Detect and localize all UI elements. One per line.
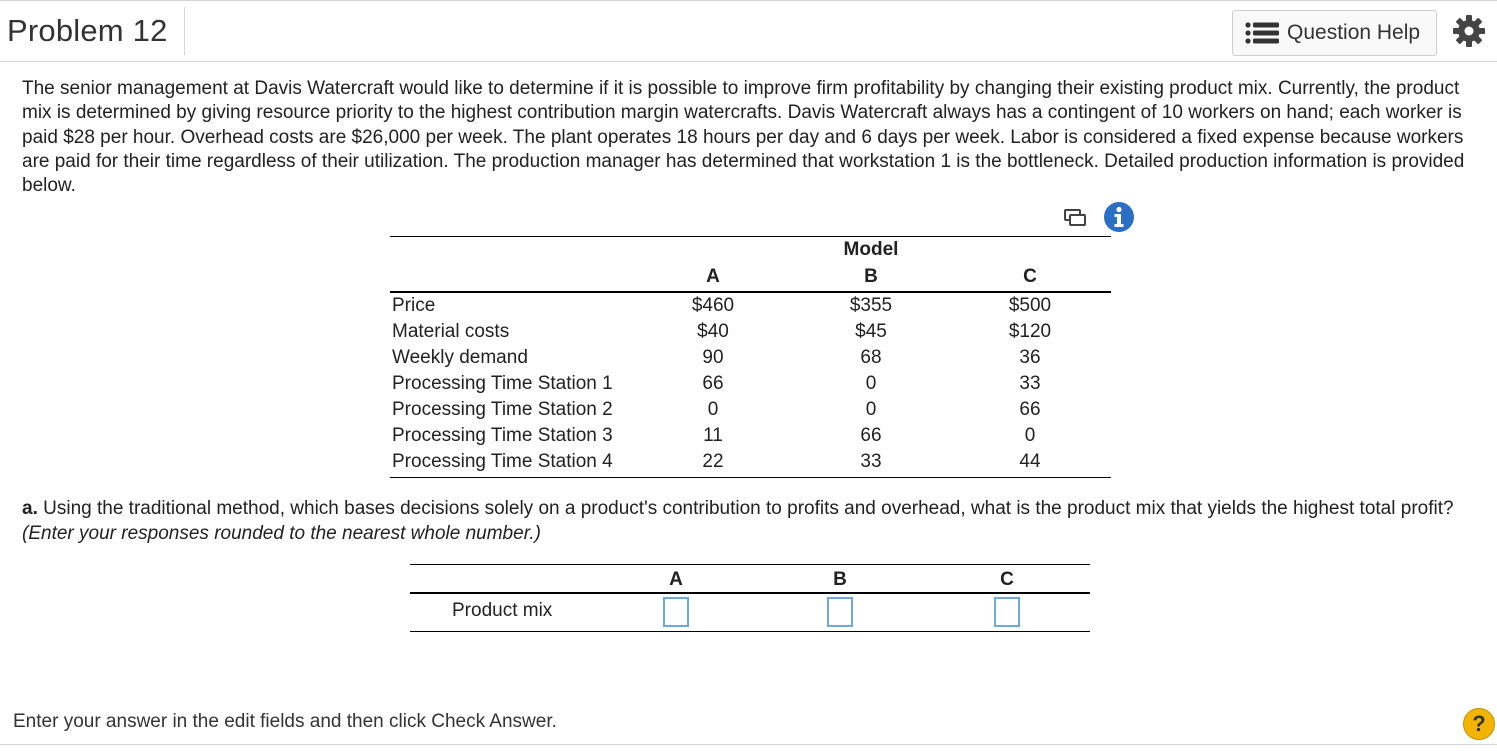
weekly-demand-b: 68 — [860, 347, 882, 368]
question-text: Using the traditional method, which bases decisions solely on a product's contribution to profits and overhead, what is the product mix that yields the highest total profit? — [37, 498, 1454, 519]
station-2-b: 0 — [865, 399, 877, 420]
answer-table-bottom-rule — [410, 631, 1090, 632]
question-hint: (Enter your responses rounded to the nearest whole number.) — [22, 522, 541, 544]
question-help-button[interactable] — [1232, 10, 1437, 56]
table-bottom-rule — [390, 477, 1111, 478]
column-header-b: B — [864, 266, 878, 287]
page-title: Problem 12 — [7, 13, 168, 48]
copy-icon[interactable] — [1063, 208, 1087, 228]
title-divider — [184, 7, 185, 55]
answer-table-header-rule — [410, 592, 1090, 594]
station-2-a: 0 — [707, 399, 719, 420]
answer-table-top-rule — [410, 564, 1090, 565]
row-label-weekly-demand: Weekly demand — [392, 347, 528, 368]
question-letter: a. — [22, 498, 38, 519]
table-header-rule — [390, 291, 1111, 293]
help-question-icon[interactable]: ? — [1463, 708, 1495, 740]
station-4-c: 44 — [1019, 451, 1041, 472]
table-tools — [1063, 201, 1143, 233]
column-header-a: A — [706, 266, 720, 287]
info-icon[interactable] — [1103, 201, 1135, 233]
price-a: $460 — [691, 295, 735, 316]
station-1-a: 66 — [702, 373, 724, 394]
row-label-station-3: Processing Time Station 3 — [392, 425, 613, 446]
table-top-rule — [390, 236, 1111, 237]
station-4-b: 33 — [860, 451, 882, 472]
footer-instructions: Enter your answer in the edit fields and then click Check Answer. — [13, 711, 557, 732]
gear-icon[interactable] — [1452, 14, 1486, 48]
material-costs-a: $40 — [697, 321, 729, 342]
material-costs-b: $45 — [855, 321, 887, 342]
footer-divider — [0, 744, 1497, 745]
answer-column-header-b: B — [833, 569, 847, 590]
row-label-price: Price — [392, 295, 436, 316]
row-label-station-1: Processing Time Station 1 — [392, 373, 613, 394]
price-b: $355 — [849, 295, 893, 316]
column-header-c: C — [1023, 266, 1037, 287]
station-2-c: 66 — [1019, 399, 1041, 420]
answer-table — [410, 564, 1090, 632]
price-c: $500 — [1008, 295, 1052, 316]
model-group-header: Model — [843, 239, 899, 260]
weekly-demand-c: 36 — [1019, 347, 1041, 368]
row-label-station-4: Processing Time Station 4 — [392, 451, 613, 472]
answer-column-header-a: A — [669, 569, 683, 590]
station-1-b: 0 — [865, 373, 877, 394]
row-label-material-costs: Material costs — [392, 321, 510, 342]
answer-column-header-c: C — [1000, 569, 1014, 590]
product-mix-c-input[interactable] — [994, 597, 1020, 627]
station-4-a: 22 — [702, 451, 724, 472]
question-help-label: Question Help — [1287, 21, 1421, 44]
station-3-b: 66 — [860, 425, 882, 446]
weekly-demand-a: 90 — [702, 347, 724, 368]
question-prompt — [22, 497, 1487, 546]
product-mix-b-input[interactable] — [827, 597, 853, 627]
station-3-c: 0 — [1024, 425, 1036, 446]
product-mix-a-input[interactable] — [663, 597, 689, 627]
station-3-a: 11 — [703, 425, 723, 446]
production-data-table — [390, 236, 1111, 478]
list-icon — [1245, 22, 1279, 44]
station-1-c: 33 — [1019, 373, 1041, 394]
problem-description: The senior management at Davis Watercraft would like to determine if it is possible to improve firm profitability by changing their existing product mix. Currently, the product mix is determined by giving resource priority to the highest contribution margin watercrafts. Davis Watercraft always has a contingent of 10 workers on hand; each worker is paid $28 per hour. Overhead costs are $26,000 per week. The plant operates 18 hours per day and 6 days per week. Labor is considered a fixed expense because workers are paid for their time regardless of their utilization. The production manager has determined that workstation 1 is the bottleneck. Detailed production information is provided below. — [22, 78, 1465, 197]
row-label-station-2: Processing Time Station 2 — [392, 399, 613, 420]
material-costs-c: $120 — [1008, 321, 1052, 342]
problem-header — [0, 0, 1497, 62]
product-mix-label: Product mix — [452, 600, 553, 621]
